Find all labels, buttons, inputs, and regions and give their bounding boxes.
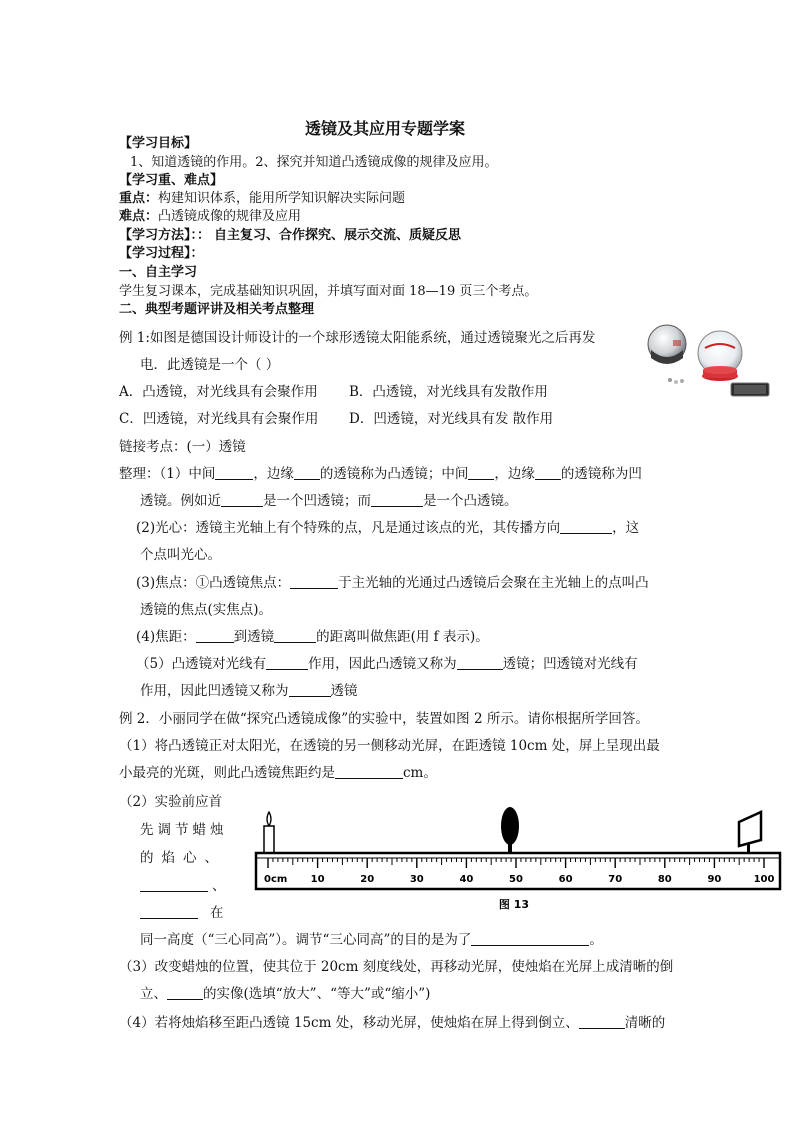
example2-q3-line2 (140, 984, 430, 1004)
example2-q4-line1 (119, 1013, 665, 1033)
method-text: 自主复习、合作探究、展示交流、质疑反思 (214, 228, 462, 243)
blank-effect[interactable] (266, 655, 308, 670)
blank-lens-name[interactable] (289, 682, 331, 697)
example2-q1-line1: （1）将凸透镜正对太阳光，在透镜的另一侧移动光屏，在距透镜 10cm 处，屏上呈现出最 (119, 738, 660, 754)
ruler-label: 100 (753, 874, 775, 885)
goals-heading: 【学习目标】 (119, 136, 198, 151)
summary-text: (2)光心：透镜主光轴上有个特殊的点，凡是通过该点的光，其传播方向 (136, 520, 561, 536)
summary-text: (3)焦点：①凸透镜焦点： (136, 575, 291, 591)
solar-lens-illustration (645, 320, 780, 400)
q1-text: 小最亮的光斑，则此凸透镜焦距约是 (119, 765, 335, 781)
summary-text: 透镜；凹透镜对光线有 (502, 656, 638, 672)
example2-q2-line3: 的焰心、 (140, 850, 226, 866)
summary-line9 (140, 681, 358, 701)
ruler-label: 30 (409, 874, 424, 885)
ruler-label: 70 (608, 874, 623, 885)
q2-text: 、 (212, 878, 226, 894)
focus-text: 构建知识体系，能用所学知识解决实际问题 (158, 191, 406, 206)
ruler-label: 0cm (264, 874, 288, 885)
blank-example[interactable] (371, 492, 423, 507)
summary-text: 整理：（1）中间 (119, 466, 216, 482)
q2-text: 在 (210, 905, 224, 921)
ruler-label: 90 (707, 874, 722, 885)
summary-text: ，这 (612, 520, 640, 536)
summary-text: （5）凸透镜对光线有 (136, 656, 267, 672)
page-title: 透镜及其应用专题学案 (305, 119, 466, 138)
ruler-label: 60 (558, 874, 573, 885)
blank-center[interactable] (274, 628, 316, 643)
example1-line1: 例 1:如图是德国设计师设计的一个球形透镜太阳能系统，通过透镜聚光之后再发 (119, 330, 596, 346)
light-screen-icon (739, 812, 761, 853)
blank-screen-center[interactable] (140, 904, 198, 919)
summary-line8 (136, 654, 638, 674)
summary-text: ，边缘 (494, 466, 535, 482)
blank-direction[interactable] (560, 519, 612, 534)
q1-text: cm。 (403, 765, 437, 781)
key-heading: 【学习重、难点】 (119, 173, 224, 188)
q4-text: （4）若将烛焰移至距凸透镜 15cm 处，移动光屏，使烛焰在屏上得到倒立、 (119, 1015, 579, 1031)
summary-line2 (140, 491, 518, 511)
process-heading: 【学习过程】： (119, 246, 204, 261)
summary-line1 (119, 464, 642, 484)
summary-line7 (136, 627, 489, 647)
q3-text: 的实像(选填“放大”、“等大”或“缩小”) (203, 986, 431, 1002)
example2-q1-line2 (119, 763, 437, 783)
blank-lens-name[interactable] (457, 655, 503, 670)
section2-title: 二、典型考题评讲及相关考点整理 (119, 302, 315, 317)
blank-purpose[interactable] (471, 931, 589, 946)
blank-parallel[interactable] (290, 574, 338, 589)
optical-bench-figure (254, 806, 784, 914)
summary-text: (4)焦距： (136, 629, 196, 645)
ruler-label: 10 (310, 874, 325, 885)
blank-edge[interactable] (294, 465, 320, 480)
focus-line (119, 190, 405, 208)
option-d: D．凹透镜，对光线具有发 散作用 (349, 411, 554, 427)
difficulty-text: 凸透镜成像的规律及应用 (158, 209, 302, 224)
example2-q2-line1: （2）实验前应首 (119, 794, 223, 810)
blank-edge[interactable] (535, 465, 561, 480)
summary-text: 于主光轴的光通过凸透镜后会聚在主光轴上的点叫凸 (338, 575, 649, 591)
blank-lens-center[interactable] (140, 877, 208, 892)
summary-line4: 个点叫光心。 (140, 547, 221, 563)
example2-q2-line6 (140, 930, 603, 950)
blank-image-size[interactable] (167, 985, 203, 1000)
summary-text: 到透镜 (233, 629, 275, 645)
q3-text: 立、 (140, 986, 167, 1002)
option-c: C．凹透镜，对光线具有会聚作用 (119, 411, 319, 427)
summary-line6: 透镜的焦点(实焦点)。 (140, 602, 273, 618)
ruler-label: 40 (459, 874, 474, 885)
candle-icon (264, 812, 274, 853)
section1-text: 学生复习课本，完成基础知识巩固，并填写面对面 18—19 页三个考点。 (119, 284, 538, 299)
blank-focal-length[interactable] (335, 764, 403, 779)
example2-q2-line2: 先调节蜡烛 (140, 822, 228, 838)
example2-q3-line1: （3）改变蜡烛的位置，使其位于 20cm 刻度线处，再移动光屏，使烛焰在光屏上成清晰的倒 (119, 959, 674, 975)
summary-text: 透镜 (330, 683, 358, 699)
option-b: B．凸透镜，对光线具有发散作用 (349, 384, 548, 400)
method-line (119, 227, 461, 245)
summary-text: 作用，因此凹透镜又称为 (140, 683, 289, 699)
ruler-label: 80 (657, 874, 672, 885)
example1-line2: 电．此透镜是一个（ ） (140, 357, 280, 373)
convex-lens-icon (501, 807, 519, 853)
blank-middle[interactable] (468, 465, 494, 480)
difficulty-line (119, 208, 301, 226)
focus-label: 重点： (119, 191, 159, 206)
blank-middle[interactable] (215, 465, 253, 480)
summary-line3 (136, 518, 639, 538)
example2-intro: 例 2．小丽同学在做“探究凸透镜成像”的实验中，装置如图 2 所示。请你根据所学回答。 (119, 711, 649, 727)
summary-text: 的透镜称为凹 (560, 466, 642, 482)
option-a: A．凸透镜，对光线具有会聚作用 (119, 384, 318, 400)
summary-text: 的透镜称为凸透镜；中间 (319, 466, 469, 482)
summary-line5 (136, 573, 649, 593)
summary-text: 透镜。例如近 (140, 493, 221, 509)
summary-text: ，边缘 (253, 466, 294, 482)
summary-text: 是一个凹透镜；而 (263, 493, 371, 509)
example2-q2-line5 (140, 903, 224, 923)
blank-focus[interactable] (196, 628, 234, 643)
q2-text: 同一高度（“三心同高”）。调节“三心同高”的目的是为了 (140, 932, 472, 948)
example2-q2-line4 (140, 876, 226, 896)
blank-example[interactable] (221, 492, 263, 507)
summary-text: 的距离叫做焦距(用 f 表示)。 (316, 629, 489, 645)
method-heading: 【学习方法】：： (119, 228, 211, 243)
ruler-label: 20 (360, 874, 375, 885)
figure-caption: 图 13 (498, 898, 530, 911)
blank-image-type[interactable] (579, 1014, 625, 1029)
q2-text: 。 (589, 932, 603, 948)
goals-text: 1、知道透镜的作用。2、探究并知道凸透镜成像的规律及应用。 (130, 155, 498, 170)
link-topic: 链接考点：(一）透镜 (119, 439, 246, 455)
summary-text: 作用，因此凸透镜又称为 (308, 656, 457, 672)
difficulty-label: 难点： (119, 209, 159, 224)
section1-title: 一、自主学习 (119, 265, 198, 280)
summary-text: 是一个凸透镜。 (423, 493, 518, 509)
q4-text: 清晰的 (624, 1015, 666, 1031)
ruler-label: 50 (509, 874, 523, 885)
